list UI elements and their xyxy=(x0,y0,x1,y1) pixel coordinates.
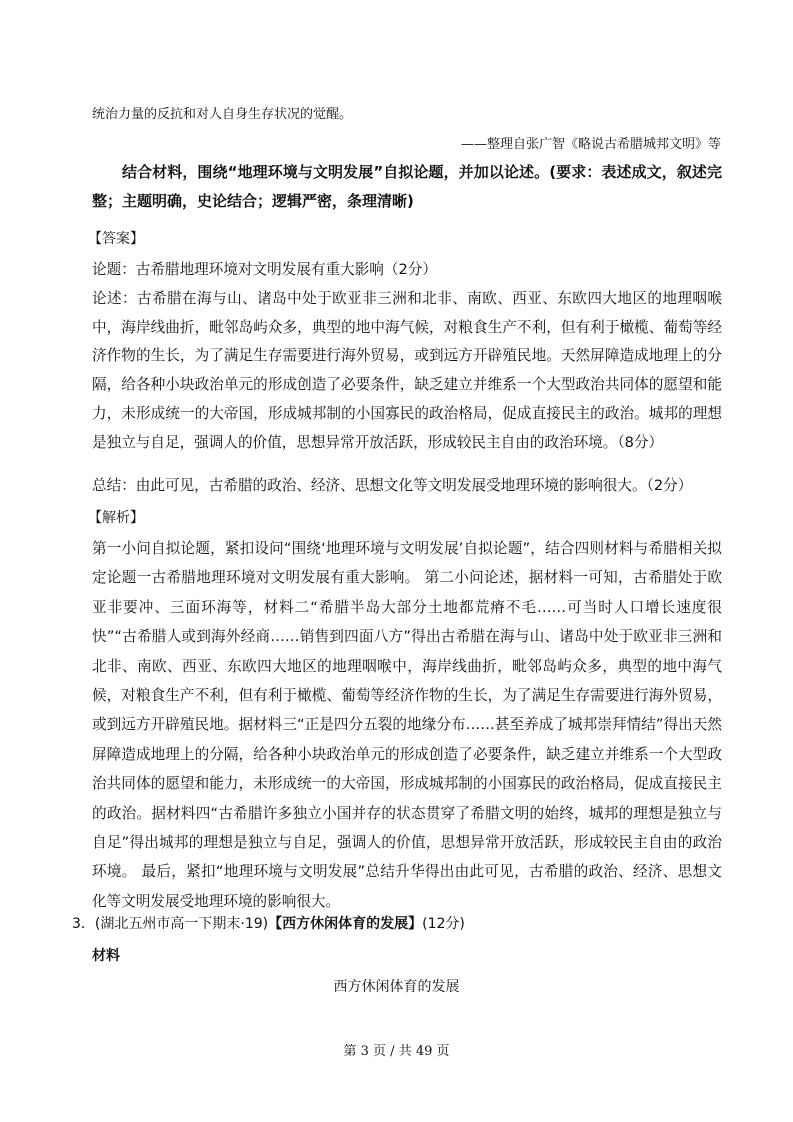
answer-summary: 总结：由此可见，古希腊的政治、经济、思想文化等文明发展受地理环境的影响很大。（2分） xyxy=(92,477,693,494)
answer-thesis: 论题：古希腊地理环境对文明发展有重大影响（2分） xyxy=(92,261,437,278)
question-3-header xyxy=(72,913,465,933)
question-3-source: (湖北五州市高一下期末·19) xyxy=(94,916,269,932)
material-closing-line: 统治力量的反抗和对人自身生存状况的觉醒。 xyxy=(92,107,353,122)
analysis-heading: 【解析】 xyxy=(88,510,144,526)
question-3-title: 【西方休闲体育的发展】 xyxy=(268,916,423,932)
question-3-number: 3． xyxy=(72,916,95,932)
answer-argument: 论述：古希腊在海与山、诸岛中处于欧亚非三洲和北非、南欧、西亚、东欧四大地区的地理咽喉中，海岸线曲折，毗邻岛屿众多，典型的地中海气候，对粮食生产不利，但有利于橄榄、葡萄等经济作物的生长，为了满足生存需要进行海外贸易，或到远方开辟殖民地。天然屏障造成地理上的分隔，给各种小块政治单元的形成创造了必要条件，缺乏建立并维系一个大型政治共同体的愿望和能力，未形成统一的大帝国，形成城邦制的小国寡民的政治格局，促成直接民主的政治。城邦的理想是独立与自足，强调人的价值，思想异常开放活跃，形成较民主自由的政治环境。（8分） xyxy=(92,290,722,451)
question-3-points: (12分) xyxy=(422,916,465,932)
material-title: 西方休闲体育的发展 xyxy=(333,979,460,995)
analysis-text: 第一小问自拟论题，紧扣设问“围绕‘地理环境与文明发展’自拟论题”，结合四则材料与希腊相关拟定论题一古希腊地理环境对文明发展有重大影响。 第二小问论述，据材料一可知，古希腊处于欧亚非要冲、三面环海等，材料二“希腊半岛大部分土地都荒瘠不毛……可当时人口增长速度很快”“古希腊人或到海外经商……销售到四面八方”得出古希腊在海与山、诸岛中处于欧亚非三洲和北非、南欧、西亚、东欧四大地区的地理咽喉中，海岸线曲折，毗邻岛屿众多，典型的地中海气候，对粮食生产不利，但有利于橄榄、葡萄等经济作物的生长，为了满足生存需要进行海外贸易，或到远方开辟殖民地。据材料三“正是四分五裂的地缘分布……甚至养成了城邦崇拜情结”得出天然屏障造成地理上的分隔，给各种小块政治单元的形成创造了必要条件，缺乏建立并维系一个大型政治共同体的愿望和能力，未形成统一的大帝国，形成城邦制的小国寡民的政治格局，促成直接民主的政治。据材料四“古希腊许多独立小国并存的状态贯穿了希腊文明的始终，城邦的理想是独立与自足”得出城邦的理想是独立与自足，强调人的价值，思想异常开放活跃，形成较民主自由的政治环境。 最后，紧扣“地理环境与文明发展”总结升华得出由此可见，古希腊的政治、经济、思想文化等文明发展受地理环境的影响很大。 xyxy=(92,540,722,910)
material-label: 材料 xyxy=(92,948,120,964)
answer-heading: 【答案】 xyxy=(88,231,144,247)
page-footer: 第 3 页 / 共 49 页 xyxy=(343,1044,450,1059)
material-source: ——整理自张广智《略说古希腊城邦文明》等 xyxy=(460,137,721,152)
question-prompt: 结合材料，围绕“地理环境与文明发展”自拟论题，并加以论述。(要求：表述成文，叙述完整；主题明确，史论结合；逻辑严密，条理清晰) xyxy=(92,163,722,210)
